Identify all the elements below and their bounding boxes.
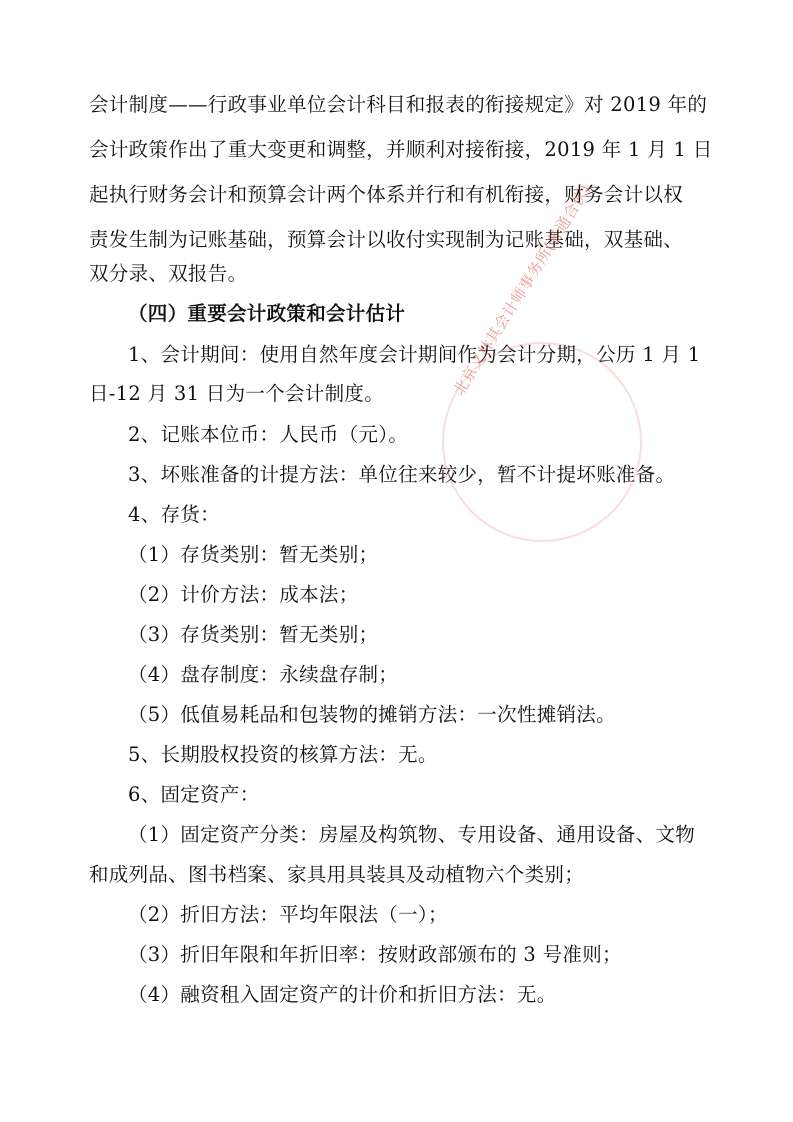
sub-list-item: （1）固定资产分类：房屋及构筑物、专用设备、通用设备、文物 bbox=[128, 823, 696, 846]
list-item: 2、记账本位币：人民币（元）。 bbox=[128, 423, 409, 446]
sub-list-item-continuation: 和成列品、图书档案、家具用具装具及动植物六个类别； bbox=[89, 863, 585, 886]
sub-list-item: （1）存货类别：暂无类别； bbox=[128, 543, 379, 566]
sub-list-item: （3）存货类别：暂无类别； bbox=[128, 623, 379, 646]
body-line: 责发生制为记账基础，预算会计以收付实现制为记账基础，双基础、 bbox=[89, 228, 684, 251]
section-heading: （四）重要会计政策和会计估计 bbox=[128, 302, 406, 325]
list-item: 3、坏账准备的计提方法：单位往来较少，暂不计提坏账准备。 bbox=[128, 463, 676, 486]
body-line: 起执行财务会计和预算会计两个体系并行和有机衔接，财务会计以权 bbox=[89, 183, 684, 206]
sub-list-item: （5）低值易耗品和包装物的摊销方法：一次性摊销法。 bbox=[128, 703, 616, 726]
list-item: 1、会计期间：使用自然年度会计期间作为会计分期，公历 1 月 1 bbox=[128, 343, 701, 366]
list-item: 5、长期股权投资的核算方法：无。 bbox=[128, 743, 438, 766]
company-seal-stamp: 北京义林其会计师事务所(普通合伙) bbox=[449, 181, 595, 399]
body-line: 双分录、双报告。 bbox=[89, 262, 248, 285]
list-item: 4、存货： bbox=[128, 503, 220, 526]
list-item-continuation: 日-12 月 31 日为一个会计制度。 bbox=[89, 382, 385, 405]
list-item: 6、固定资产： bbox=[128, 783, 260, 806]
sub-list-item: （4）盘存制度：永续盘存制； bbox=[128, 663, 399, 686]
sub-list-item: （2）折旧方法：平均年限法（一）； bbox=[128, 903, 448, 926]
body-line: 会计制度——行政事业单位会计科目和报表的衔接规定》对 2019 年的 bbox=[89, 93, 708, 116]
sub-list-item: （2）计价方法：成本法； bbox=[128, 583, 359, 606]
body-line: 会计政策作出了重大变更和调整，并顺利对接衔接，2019 年 1 月 1 日 bbox=[89, 138, 713, 161]
sub-list-item: （3）折旧年限和年折旧率：按财政部颁布的 3 号准则； bbox=[128, 943, 622, 966]
sub-list-item: （4）融资租入固定资产的计价和折旧方法：无。 bbox=[128, 983, 557, 1006]
